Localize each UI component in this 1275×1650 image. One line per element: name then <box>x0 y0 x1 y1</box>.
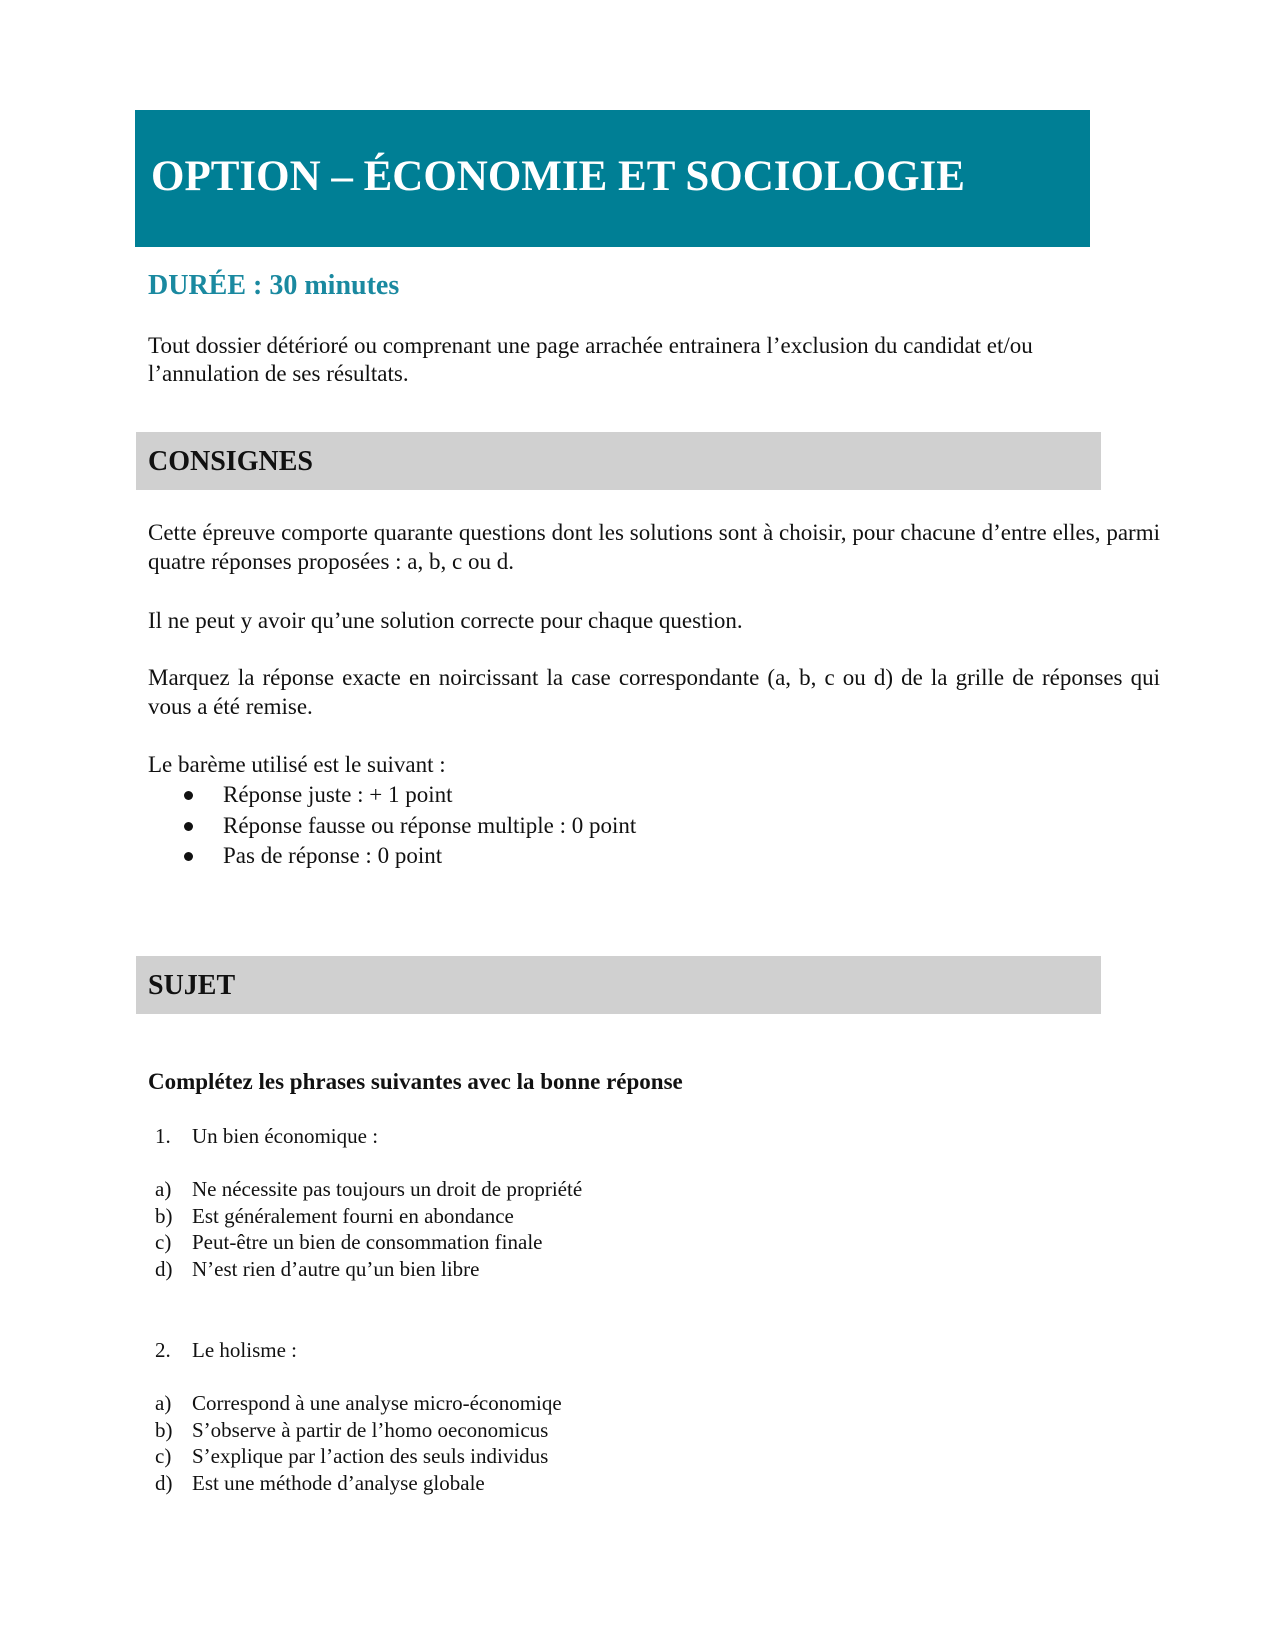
question-1-options <box>155 1176 582 1282</box>
question-text: Un bien économique : <box>192 1124 379 1148</box>
sujet-section-header <box>136 956 1101 1014</box>
option-letter: b) <box>155 1203 173 1228</box>
consignes-section-header <box>136 432 1101 490</box>
bullet-icon <box>184 822 193 831</box>
sujet-heading: SUJET <box>148 970 236 1001</box>
consignes-paragraph: Cette épreuve comporte quarante questions dont les solutions sont à choisir, pour chacune d’entre elles, parmi quatre réponses proposées : a, b, c ou d. <box>148 520 1160 574</box>
question-2-options <box>155 1390 562 1496</box>
scoring-item-text: Réponse fausse ou réponse multiple : 0 point <box>223 812 637 838</box>
option-letter: c) <box>155 1444 172 1468</box>
option-text: Correspond à une analyse micro-économiqe <box>192 1391 562 1415</box>
option-text: Peut-être un bien de consommation finale <box>192 1230 543 1254</box>
consignes-heading: CONSIGNES <box>148 446 313 477</box>
scoring-item-text: Pas de réponse : 0 point <box>223 843 443 868</box>
option-text: N’est rien d’autre qu’un bien libre <box>192 1256 480 1281</box>
answer-option <box>155 1176 582 1203</box>
option-text: S’explique par l’action des seuls individus <box>192 1444 549 1468</box>
answer-option <box>155 1203 582 1230</box>
consignes-paragraph: Il ne peut y avoir qu’une solution correcte pour chaque question. <box>148 608 743 633</box>
option-letter: c) <box>155 1230 172 1254</box>
scoring-intro: Le barème utilisé est le suivant : <box>148 752 446 777</box>
scoring-item <box>148 841 636 872</box>
sujet-instruction: Complétez les phrases suivantes avec la bonne réponse <box>148 1069 683 1094</box>
option-letter: a) <box>155 1391 172 1415</box>
answer-option <box>155 1417 562 1444</box>
answer-option <box>155 1229 582 1256</box>
bullet-icon <box>184 791 193 800</box>
question-2 <box>155 1337 297 1363</box>
question-number: 2. <box>155 1338 171 1362</box>
option-letter: d) <box>155 1256 173 1281</box>
question-text: Le holisme : <box>192 1338 297 1362</box>
intro-warning: Tout dossier détérioré ou comprenant une page arrachée entrainera l’exclusion du candidat et/ou l’annulation de ses résultats. <box>148 333 1033 386</box>
scoring-item-text: Réponse juste : + 1 point <box>223 782 453 807</box>
answer-option <box>155 1390 562 1417</box>
option-letter: d) <box>155 1470 173 1495</box>
answer-option <box>155 1443 562 1470</box>
question-number: 1. <box>155 1124 171 1148</box>
option-letter: b) <box>155 1417 173 1442</box>
scoring-item <box>148 811 636 842</box>
answer-option <box>155 1470 562 1497</box>
page-title: OPTION – ÉCONOMIE ET SOCIOLOGIE <box>151 153 965 200</box>
scoring-item <box>148 780 636 811</box>
question-1 <box>155 1123 378 1149</box>
title-banner <box>135 110 1090 247</box>
answer-option <box>155 1256 582 1283</box>
option-text: Est généralement fourni en abondance <box>192 1203 514 1228</box>
option-letter: a) <box>155 1177 172 1201</box>
bullet-icon <box>184 852 193 861</box>
exam-duration: DURÉE : 30 minutes <box>148 270 400 301</box>
option-text: Est une méthode d’analyse globale <box>192 1470 485 1495</box>
consignes-paragraph: Marquez la réponse exacte en noircissant la case correspondante (a, b, c ou d) de la grille de réponses qui vous a été remise. <box>148 665 1160 719</box>
option-text: Ne nécessite pas toujours un droit de propriété <box>192 1177 583 1201</box>
scoring-list <box>148 780 636 872</box>
option-text: S’observe à partir de l’homo oeconomicus <box>192 1417 549 1442</box>
